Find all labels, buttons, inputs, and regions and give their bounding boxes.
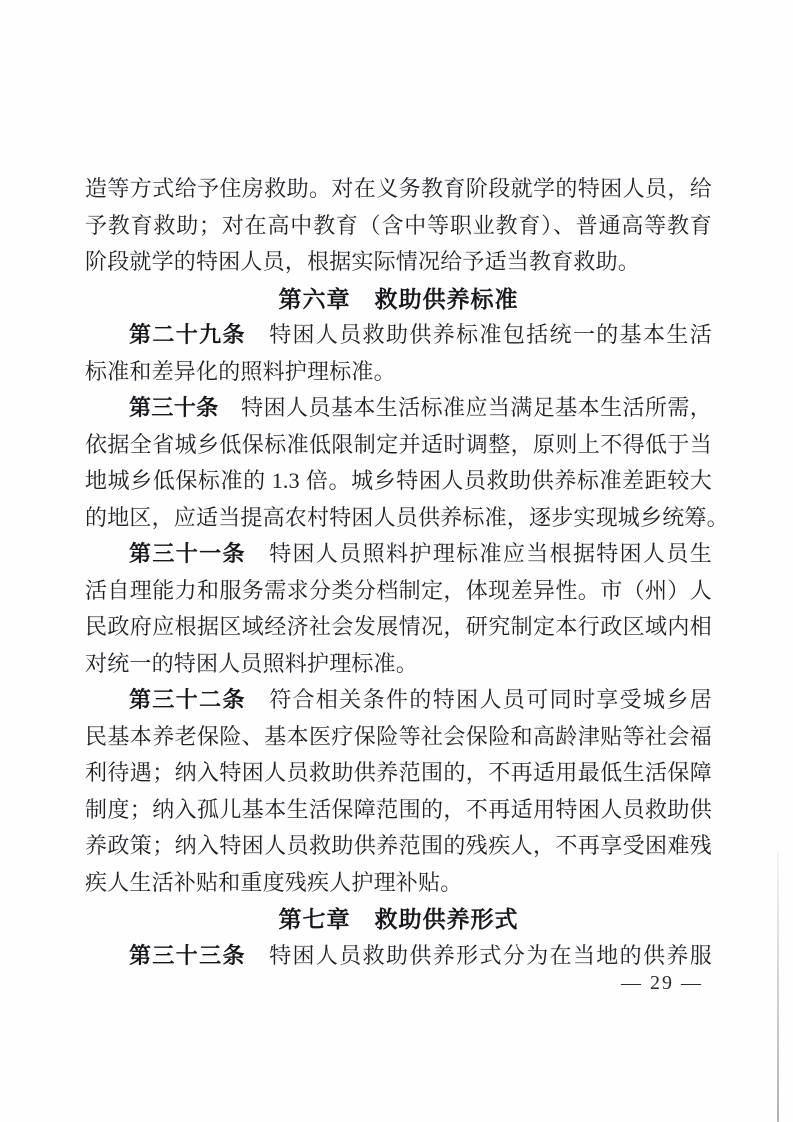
article-31-line-1 <box>85 536 712 573</box>
article-30-line-3: 地城乡低保标准的 1.3 倍。城乡特困人员救助供养标准差距较大 <box>85 468 712 493</box>
article-32-line-4: 制度；纳入孤儿基本生活保障范围的，不再适用特困人员救助供 <box>85 796 712 822</box>
article-33-text: 特困人员救助供养形式分为在当地的供养服 <box>245 942 712 968</box>
scan-artifact-line <box>777 852 779 1122</box>
article-29-text: 特困人员救助供养标准包括统一的基本生活 <box>245 322 712 347</box>
article-30-line-4: 的地区，应适当提高农村特困人员供养标准，逐步实现城乡统筹。 <box>85 504 729 530</box>
article-32-line-2: 民基本养老保险、基本医疗保险等社会保险和高龄津贴等社会福 <box>85 723 712 749</box>
article-32-line-6: 疾人生活补贴和重度残疾人护理补贴。 <box>85 869 463 895</box>
article-32-line-5: 养政策；纳入特困人员救助供养范围的残疾人，不再享受困难残 <box>85 833 712 858</box>
article-31-text: 特困人员照料护理标准应当根据特困人员生 <box>245 541 712 566</box>
article-30-text: 特困人员基本生活标准应当满足基本生活所需， <box>218 395 712 420</box>
article-31-line-2: 活自理能力和服务需求分类分档制定，体现差异性。市（州）人 <box>85 577 712 603</box>
chapter-7-heading: 第七章 救助供养形式 <box>278 906 519 932</box>
article-30-line-2: 依据全省城乡低保标准低限制定并适时调整，原则上不得低于当 <box>85 431 712 457</box>
article-31-line-4: 对统一的特困人员照料护理标准。 <box>85 650 419 676</box>
article-32-line-1 <box>85 682 712 719</box>
article-30-number: 第三十条 <box>129 395 219 420</box>
article-32-number: 第三十二条 <box>129 687 246 712</box>
para-continuation-line-3: 阶段就学的特困人员，根据实际情况给予适当教育救助。 <box>85 249 641 274</box>
page-number: — 29 — <box>621 972 703 994</box>
para-continuation-line-1: 造等方式给予住房救助。对在义务教育阶段就学的特困人员，给 <box>85 176 712 201</box>
article-33-number: 第三十三条 <box>129 942 246 968</box>
article-29-line-1 <box>85 317 712 354</box>
article-31-line-3: 民政府应根据区域经济社会发展情况，研究制定本行政区域内相 <box>85 614 712 639</box>
article-31-number: 第三十一条 <box>129 541 246 566</box>
chapter-6-heading: 第六章 救助供养标准 <box>278 285 519 312</box>
article-29-line-2: 标准和差异化的照料护理标准。 <box>85 358 396 384</box>
article-32-text: 符合相关条件的特困人员可同时享受城乡居 <box>245 687 712 712</box>
article-29-number: 第二十九条 <box>129 322 246 347</box>
para-continuation-line-2: 予教育救助；对在高中教育（含中等职业教育）、普通高等教育 <box>85 212 712 238</box>
article-32-line-3: 利待遇；纳入特困人员救助供养范围的，不再适用最低生活保障 <box>85 760 712 785</box>
document-body <box>85 171 729 974</box>
article-30-line-1 <box>85 390 712 427</box>
article-33-line-1 <box>85 938 712 975</box>
